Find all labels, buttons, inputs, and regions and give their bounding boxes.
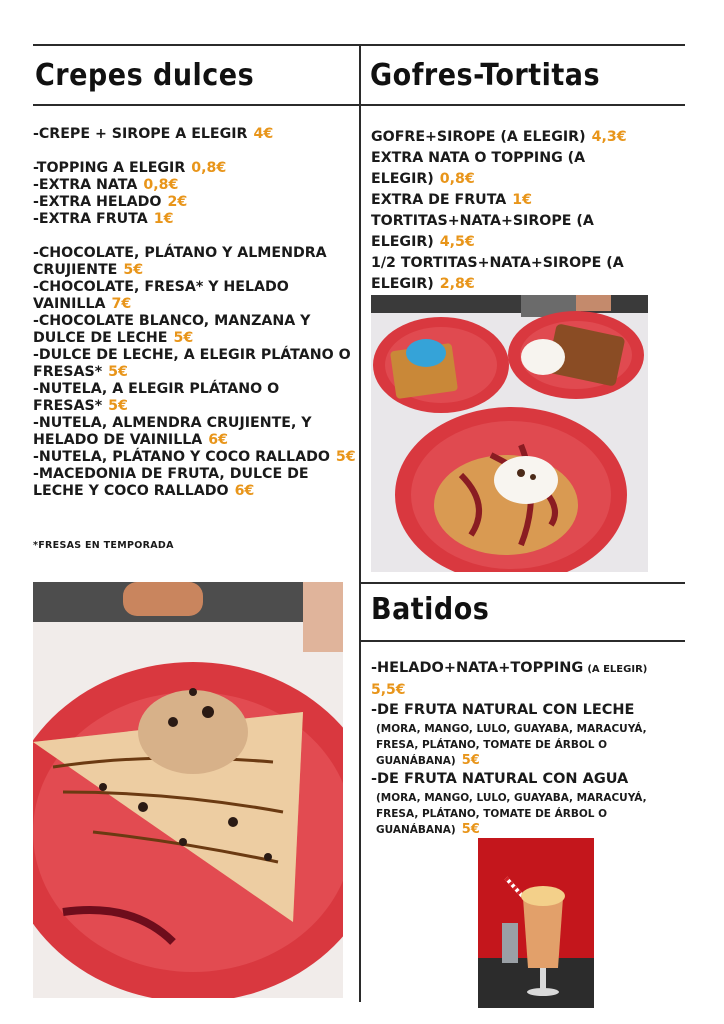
crepe-photo [33, 582, 343, 998]
crepes-list [33, 126, 358, 500]
menu-item: -CHOCOLATE, FRESA* Y HELADO VAINILLA 7€ [33, 279, 289, 312]
batidos-top-rule [361, 582, 685, 584]
menu-item: -MACEDONIA DE FRUTA, DULCE DE LECHE Y COCO RALLADO 6€ [33, 466, 309, 499]
menu-item: -EXTRA FRUTA 1€ [33, 211, 174, 227]
menu-item: -EXTRA HELADO 2€ [33, 194, 188, 210]
menu-item: -DE FRUTA NATURAL CON LECHE [371, 702, 635, 718]
menu-item: -DE FRUTA NATURAL CON AGUA [371, 771, 629, 787]
menu-item: EXTRA DE FRUTA 1€ [371, 192, 533, 208]
menu-item: -CHOCOLATE BLANCO, MANZANA Y DULCE DE LECHE 5€ [33, 313, 311, 346]
gofres-list [371, 127, 681, 295]
waffles-photo [371, 295, 648, 572]
batidos-header-rule [361, 640, 685, 642]
menu-item: -NUTELA, A ELEGIR PLÁTANO O FRESAS* 5€ [33, 381, 280, 414]
gofres-heading: Gofres-Tortitas [370, 58, 601, 93]
crepes-heading: Crepes dulces [35, 58, 255, 93]
milkshake-photo [478, 838, 594, 1008]
price: 5,5€ [371, 682, 406, 698]
batidos-list [371, 658, 691, 838]
footnote: *FRESAS EN TEMPORADA [33, 540, 174, 551]
menu-item: -NUTELA, PLÁTANO Y COCO RALLADO 5€ [33, 449, 356, 465]
menu-item: -HELADO+NATA+TOPPING (A ELEGIR) [371, 660, 648, 676]
menu-item: -NUTELA, ALMENDRA CRUJIENTE, Y HELADO DE VAINILLA 6€ [33, 415, 312, 448]
menu-item: -CHOCOLATE, PLÁTANO Y ALMENDRA CRUJIENTE 5€ [33, 245, 327, 278]
column-divider [359, 44, 361, 1002]
menu-item: GOFRE+SIROPE (A ELEGIR) 4,3€ [371, 129, 627, 145]
menu-item: EXTRA NATA O TOPPING (A ELEGIR) 0,8€ [371, 150, 586, 187]
menu-item: -EXTRA NATA 0,8€ [33, 177, 179, 193]
menu-item: -CREPE + SIROPE A ELEGIR 4€ [33, 126, 274, 142]
menu-item-detail: (MORA, MANGO, LULO, GUAYABA, MARACUYÁ, FRESA, PLÁTANO, TOMATE DE ÁRBOL O GUANÁBANA) 5€ [376, 723, 647, 768]
menu-item: -DULCE DE LECHE, A ELEGIR PLÁTANO O FRESAS* 5€ [33, 347, 351, 380]
batidos-heading: Batidos [371, 592, 490, 627]
menu-item-detail: (MORA, MANGO, LULO, GUAYABA, MARACUYÁ, FRESA, PLÁTANO, TOMATE DE ÁRBOL O GUANÁBANA) 5€ [376, 792, 647, 837]
menu-item: 1/2 TORTITAS+NATA+SIROPE (A ELEGIR) 2,8€ [371, 255, 624, 292]
menu-item: TORTITAS+NATA+SIROPE (A ELEGIR) 4,5€ [371, 213, 594, 250]
menu-item: -TOPPING A ELEGIR 0,8€ [33, 160, 227, 176]
